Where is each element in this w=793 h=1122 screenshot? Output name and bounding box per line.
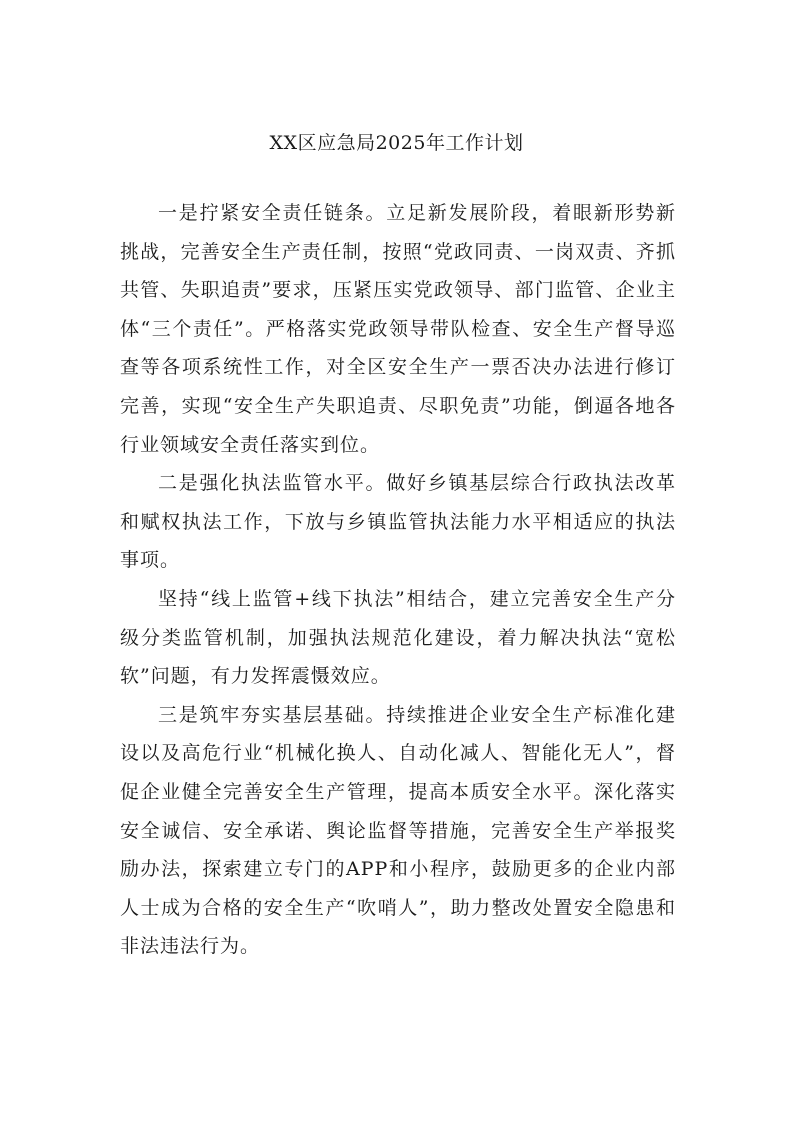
paragraph-online-offline: 坚持“线上监管+线下执法”相结合，建立完善安全生产分级分类监管机制，加强执法规范化建设，着力解决执法“宽松软”问题，有力发挥震慑效应。 bbox=[120, 587, 676, 688]
document-title: XX区应急局2025年工作计划 bbox=[269, 132, 524, 154]
document-body bbox=[120, 194, 676, 966]
paragraph-law-enforcement: 二是强化执法监管水平。做好乡镇基层综合行政执法改革和赋权执法工作，下放与乡镇监管执法能力水平相适应的执法事项。 bbox=[120, 472, 676, 572]
paragraph-responsibility: 一是拧紧安全责任链条。立足新发展阶段，着眼新形势新挑战，完善安全生产责任制，按照“党政同责、一岗双责、齐抓共管、失职追责”要求，压紧压实党政领导、部门监管、企业主体“三个责任”。严格落实党政领导带队检查、安全生产督导巡查等各项系统性工作，对全区安全生产一票否决办法进行修订完善，实现“安全生产失职追责、尽职免责”功能，倒逼各地各行业领域安全责任落实到位。 bbox=[120, 202, 676, 456]
paragraph-grassroots: 三是筑牢夯实基层基础。持续推进企业安全生产标准化建设以及高危行业“机械化换人、自动化减人、智能化无人”，督促企业健全完善安全生产管理，提高本质安全水平。深化落实安全诚信、安全承诺、舆论监督等措施，完善安全生产举报奖励办法，探索建立专门的APP和小程序，鼓励更多的企业内部人士成为合格的安全生产“吹哨人”，助力整改处置安全隐患和非法违法行为。 bbox=[120, 703, 676, 958]
